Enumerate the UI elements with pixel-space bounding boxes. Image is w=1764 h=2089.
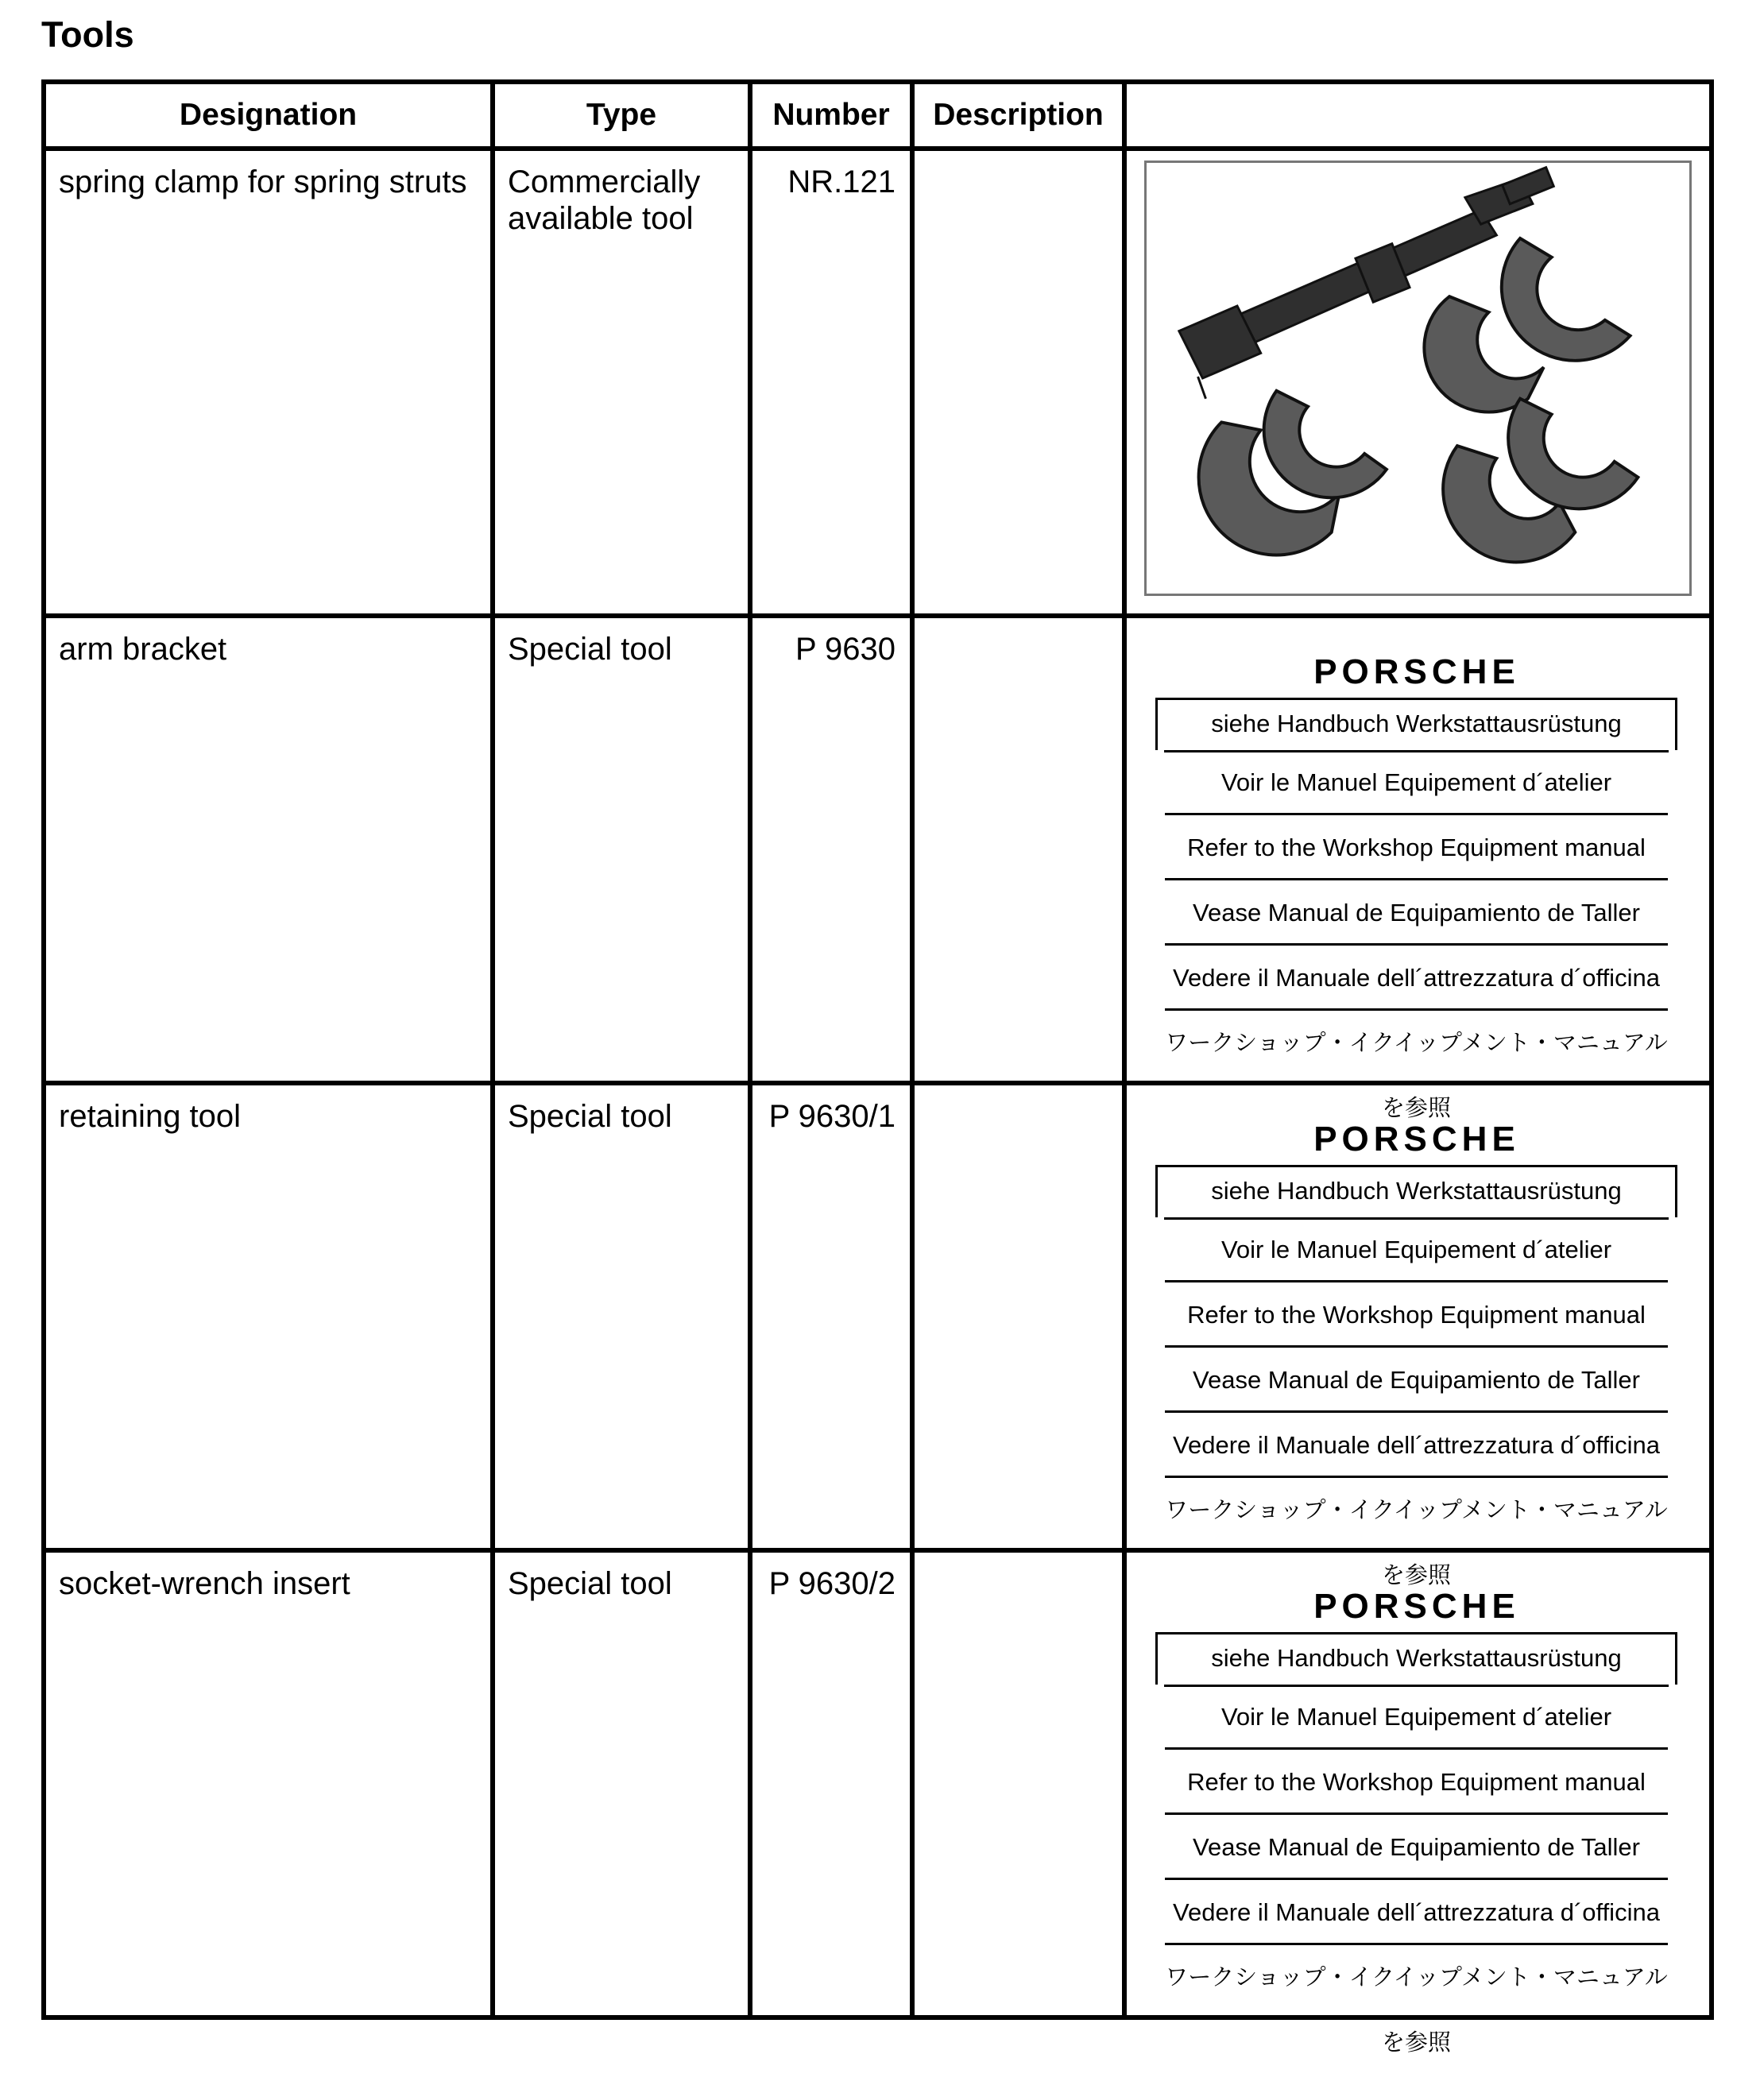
porsche-logo (1155, 652, 1677, 698)
spring-clamp-illustration (1147, 163, 1689, 594)
table-row (44, 149, 1712, 616)
image-cell (1124, 1083, 1712, 1588)
designation-text: socket-wrench insert (59, 1566, 350, 1601)
number-text: P 9630 (795, 632, 896, 667)
tools-table (41, 79, 1714, 2056)
description-text (915, 151, 1122, 164)
header-type: Type (493, 82, 750, 149)
number-text: P 9630/2 (768, 1566, 896, 1601)
designation-cell (44, 149, 493, 616)
image-cell (1124, 1550, 1712, 2056)
number-text: P 9630/1 (768, 1099, 896, 1134)
porsche-reference (1127, 1553, 1709, 2056)
ref-line-de (1155, 1632, 1677, 1685)
table-row (44, 616, 1712, 1083)
ref-line-es (1155, 1815, 1677, 1880)
ref-line-de-text: siehe Handbuch Werkstattausrüstung (1211, 710, 1622, 737)
number-cell (750, 616, 912, 1083)
table-row (44, 1550, 1712, 2017)
ref-line-fr-text: Voir le Manuel Equipement d´atelier (1220, 1236, 1612, 1263)
ref-line-jp (1155, 1011, 1677, 1121)
type-text: Special tool (508, 632, 672, 667)
ref-line-de-text: siehe Handbuch Werkstattausrüstung (1211, 1644, 1622, 1672)
type-text: Special tool (508, 1099, 672, 1134)
type-cell (493, 1083, 750, 1550)
ref-line-jp-text: ワークショップ・イクイップメント・マニュアルを参照 (1165, 1965, 1668, 2056)
table-row (44, 1083, 1712, 1550)
header-description: Description (912, 82, 1124, 149)
ref-line-it-text: Vedere il Manuale dell´attrezzatura d´officina (1173, 1898, 1660, 1926)
ref-line-es-text: Vease Manual de Equipamiento de Taller (1193, 1833, 1640, 1861)
description-cell (912, 1550, 1124, 2017)
designation-text: spring clamp for spring struts (59, 164, 467, 199)
ref-line-en (1155, 815, 1677, 880)
ref-line-en-text: Refer to the Workshop Equipment manual (1187, 834, 1646, 861)
type-cell (493, 1550, 750, 2017)
designation-cell (44, 1083, 493, 1550)
ref-line-jp (1155, 1945, 1677, 2056)
ref-line-jp-text: ワークショップ・イクイップメント・マニュアルを参照 (1165, 1498, 1668, 1588)
description-text (915, 618, 1122, 631)
type-text: Special tool (508, 1566, 672, 1601)
ref-line-es (1155, 880, 1677, 946)
ref-line-en-text: Refer to the Workshop Equipment manual (1187, 1768, 1646, 1796)
ref-line-es-text: Vease Manual de Equipamiento de Taller (1193, 899, 1640, 927)
ref-line-fr (1155, 1217, 1677, 1282)
ref-line-fr-text: Voir le Manuel Equipement d´atelier (1220, 1703, 1612, 1731)
header-number: Number (750, 82, 912, 149)
porsche-logo-text: PORSCHE (1313, 652, 1520, 688)
ref-line-it-text: Vedere il Manuale dell´attrezzatura d´officina (1173, 1431, 1660, 1459)
page-title: Tools (41, 14, 134, 55)
image-cell (1124, 616, 1712, 1121)
header-image (1124, 82, 1712, 149)
ref-line-es (1155, 1348, 1677, 1413)
threaded-rod (1179, 168, 1553, 399)
designation-cell (44, 1550, 493, 2017)
jaw-set-2 (1199, 391, 1387, 555)
designation-text: retaining tool (59, 1099, 242, 1134)
type-text: Commercially available tool (508, 164, 701, 236)
ref-line-it-text: Vedere il Manuale dell´attrezzatura d´officina (1173, 964, 1660, 992)
ref-line-fr (1155, 750, 1677, 815)
porsche-reference (1127, 1085, 1709, 1588)
jaw-set-3 (1443, 399, 1638, 563)
description-text (915, 1085, 1122, 1098)
header-designation: Designation (44, 82, 493, 149)
number-cell (750, 1083, 912, 1550)
description-text (915, 1553, 1122, 1565)
ref-line-de (1155, 698, 1677, 750)
ref-line-fr (1155, 1685, 1677, 1750)
jaw-set-1 (1424, 238, 1630, 412)
porsche-logo-text: PORSCHE (1313, 1120, 1520, 1155)
description-cell (912, 1083, 1124, 1550)
ref-line-de-text: siehe Handbuch Werkstattausrüstung (1211, 1177, 1622, 1205)
table-header-row (44, 82, 1712, 149)
ref-line-fr-text: Voir le Manuel Equipement d´atelier (1220, 768, 1612, 796)
number-text: NR.121 (787, 164, 896, 199)
type-cell (493, 616, 750, 1083)
porsche-logo-text: PORSCHE (1313, 1587, 1520, 1623)
ref-line-jp-text: ワークショップ・イクイップメント・マニュアルを参照 (1165, 1031, 1668, 1121)
designation-text: arm bracket (59, 632, 227, 667)
ref-line-it (1155, 946, 1677, 1011)
type-cell (493, 149, 750, 616)
ref-line-de (1155, 1165, 1677, 1217)
ref-line-en (1155, 1282, 1677, 1348)
designation-cell (44, 616, 493, 1083)
porsche-reference (1127, 618, 1709, 1121)
description-cell (912, 616, 1124, 1083)
ref-line-es-text: Vease Manual de Equipamiento de Taller (1193, 1366, 1640, 1394)
ref-line-en (1155, 1750, 1677, 1815)
spring-clamp-image (1144, 161, 1692, 596)
number-cell (750, 149, 912, 616)
image-cell (1124, 149, 1712, 616)
ref-line-it (1155, 1880, 1677, 1945)
ref-line-en-text: Refer to the Workshop Equipment manual (1187, 1301, 1646, 1329)
ref-line-it (1155, 1413, 1677, 1478)
ref-line-jp (1155, 1478, 1677, 1588)
description-cell (912, 149, 1124, 616)
number-cell (750, 1550, 912, 2017)
